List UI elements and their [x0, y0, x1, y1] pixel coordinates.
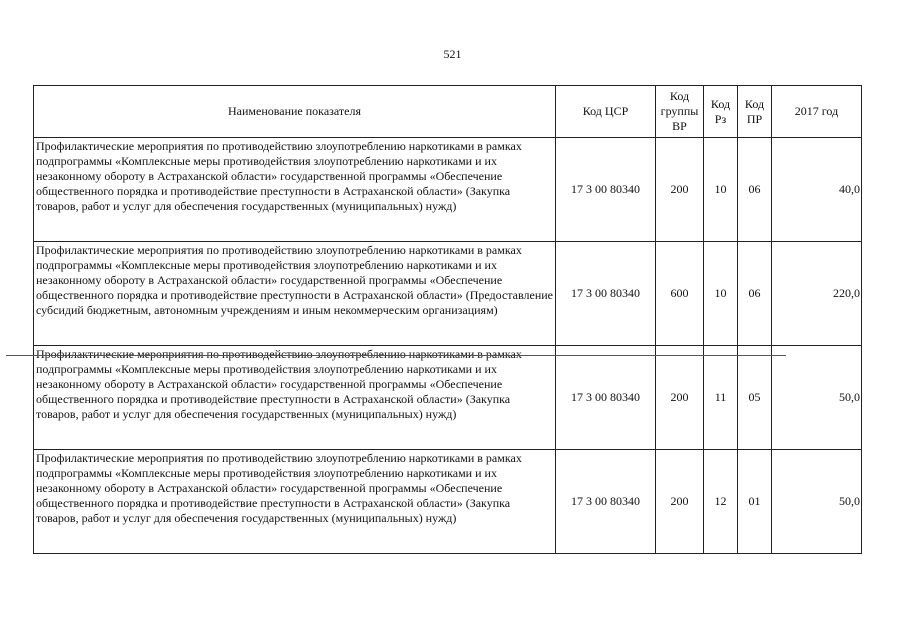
row-amount: 220,0	[772, 242, 862, 346]
row-rz: 12	[704, 450, 738, 554]
header-amount: 2017 год	[772, 86, 862, 138]
row-name: Профилактические мероприятия по противодействию злоупотреблению наркотиками в рамках подпрограммы «Комплексные меры противодействия злоупотреблению наркотиками и их незаконному обороту в Астраханской области» государственной программы «Обеспечение общественного порядка и противодействие преступности в Астраханской области» (Закупка товаров, работ и услуг для обеспечения государственных (муниципальных) нужд)	[34, 138, 556, 242]
row-csr: 17 3 00 80340	[556, 450, 656, 554]
row-pr: 05	[738, 346, 772, 450]
row-pr: 06	[738, 242, 772, 346]
header-name: Наименование показателя	[34, 86, 556, 138]
budget-table	[33, 85, 862, 554]
row-name: Профилактические мероприятия по противодействию злоупотреблению наркотиками в рамках подпрограммы «Комплексные меры противодействия злоупотреблению наркотиками и их незаконному обороту в Астраханской области» государственной программы «Обеспечение общественного порядка и противодействие преступности в Астраханской области» (Закупка товаров, работ и услуг для обеспечения государственных (муниципальных) нужд)	[34, 450, 556, 554]
row-name: Профилактические мероприятия по противодействию злоупотреблению наркотиками в рамках подпрограммы «Комплексные меры противодействия злоупотреблению наркотиками и их незаконному обороту в Астраханской области» государственной программы «Обеспечение общественного порядка и противодействие преступности в Астраханской области» (Закупка товаров, работ и услуг для обеспечения государственных (муниципальных) нужд)	[34, 346, 556, 450]
row-name: Профилактические мероприятия по противодействию злоупотреблению наркотиками в рамках подпрограммы «Комплексные меры противодействия злоупотреблению наркотиками и их незаконному обороту в Астраханской области» государственной программы «Обеспечение общественного порядка и противодействие преступности в Астраханской области» (Предоставление субсидий бюджетным, автономным учреждениям и иным некоммерческим организациям)	[34, 242, 556, 346]
header-pr: Код ПР	[738, 86, 772, 138]
row-pr: 06	[738, 138, 772, 242]
table-row	[34, 346, 862, 450]
table-header-row	[34, 86, 862, 138]
table-row	[34, 450, 862, 554]
row-vr: 600	[656, 242, 704, 346]
row-csr: 17 3 00 80340	[556, 138, 656, 242]
page-number: 521	[443, 47, 462, 61]
table-row	[34, 242, 862, 346]
row-amount: 40,0	[772, 138, 862, 242]
row-vr: 200	[656, 138, 704, 242]
header-csr: Код ЦСР	[556, 86, 656, 138]
row-amount: 50,0	[772, 450, 862, 554]
strikethrough-line	[6, 355, 786, 356]
table-row	[34, 138, 862, 242]
row-csr: 17 3 00 80340	[556, 242, 656, 346]
row-rz: 10	[704, 138, 738, 242]
header-vr: Код группы ВР	[656, 86, 704, 138]
row-vr: 200	[656, 346, 704, 450]
row-amount: 50,0	[772, 346, 862, 450]
row-rz: 10	[704, 242, 738, 346]
row-csr: 17 3 00 80340	[556, 346, 656, 450]
row-rz: 11	[704, 346, 738, 450]
header-rz: Код Рз	[704, 86, 738, 138]
row-pr: 01	[738, 450, 772, 554]
row-vr: 200	[656, 450, 704, 554]
